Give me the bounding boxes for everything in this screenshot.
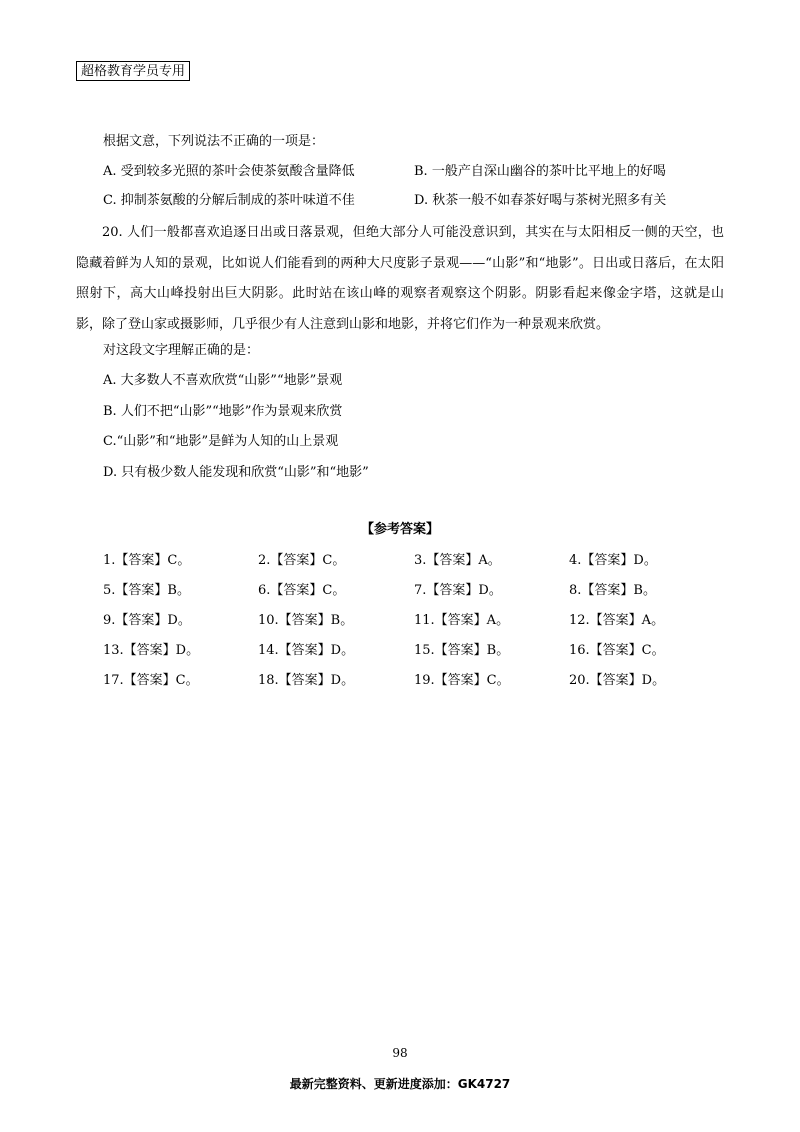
answer-item: 14.【答案】D。 [258,643,355,658]
answer-item: 5.【答案】B。 [103,583,190,598]
answer-item: 7.【答案】D。 [414,583,502,598]
q20-passage: 20. 人们一般都喜欢追逐日出或日落景观，但绝大部分人可能没意识到，其实在与太阳相反一侧的天空，也隐藏着鲜为人知的景观，比如说人们能看到的两种大尺度影子景观——“山影”和“地影”。日出或日落后，在太阳照射下，高大山峰投射出巨大阴影。此时站在该山峰的观察者观察这个阴影。阴影看起来像金字塔，这就是山影，除了登山家或摄影师，几乎很少有人注意到山影和地影，并将它们作为一种景观来欣赏。 [76,225,724,332]
answer-item: 13.【答案】D。 [103,643,200,658]
answer-item: 6.【答案】C。 [258,583,346,598]
answer-item: 3.【答案】A。 [414,553,501,568]
answer-item: 11.【答案】A。 [414,613,510,628]
answer-item: 2.【答案】C。 [258,553,346,568]
q20-prompt: 对这段文字理解正确的是： [103,343,260,358]
q19-option-a: A. 受到较多光照的茶叶会使茶氨酸含量降低 [103,164,355,179]
answer-item: 8.【答案】B。 [569,583,656,598]
answer-item: 9.【答案】D。 [103,613,191,628]
q20-option-d: D. 只有极少数人能发现和欣赏“山影”和“地影” [103,465,369,480]
answer-item: 1.【答案】C。 [103,553,191,568]
answer-item: 15.【答案】B。 [414,643,510,658]
q19-option-b: B. 一般产自深山幽谷的茶叶比平地上的好喝 [414,164,666,179]
answer-item: 16.【答案】C。 [569,643,665,658]
answer-item: 20.【答案】D。 [569,673,666,688]
answer-item: 19.【答案】C。 [414,673,510,688]
answer-item: 10.【答案】B。 [258,613,354,628]
footer-note: 最新完整资料、更新进度添加：GK4727 [289,1077,511,1091]
header-stamp: 超格教育学员专用 [76,61,190,81]
answer-item: 17.【答案】C。 [103,673,199,688]
q20-option-b: B. 人们不把“山影”“地影”作为景观来欣赏 [103,404,343,419]
answer-item: 4.【答案】D。 [569,553,657,568]
q20-option-c: C.“山影”和“地影”是鲜为人知的山上景观 [103,434,339,449]
q20-option-a: A. 大多数人不喜欢欣赏“山影”“地影”景观 [103,373,343,388]
q19-option-c: C. 抑制茶氨酸的分解后制成的茶叶味道不佳 [103,193,355,208]
page-number: 98 [392,1046,408,1060]
answer-item: 12.【答案】A。 [569,613,665,628]
answer-key-title: 【参考答案】 [360,522,439,537]
q19-option-d: D. 秋茶一般不如春茶好喝与茶树光照多有关 [414,193,667,208]
answer-item: 18.【答案】D。 [258,673,355,688]
q19-prompt: 根据文意，下列说法不正确的一项是： [103,134,325,149]
